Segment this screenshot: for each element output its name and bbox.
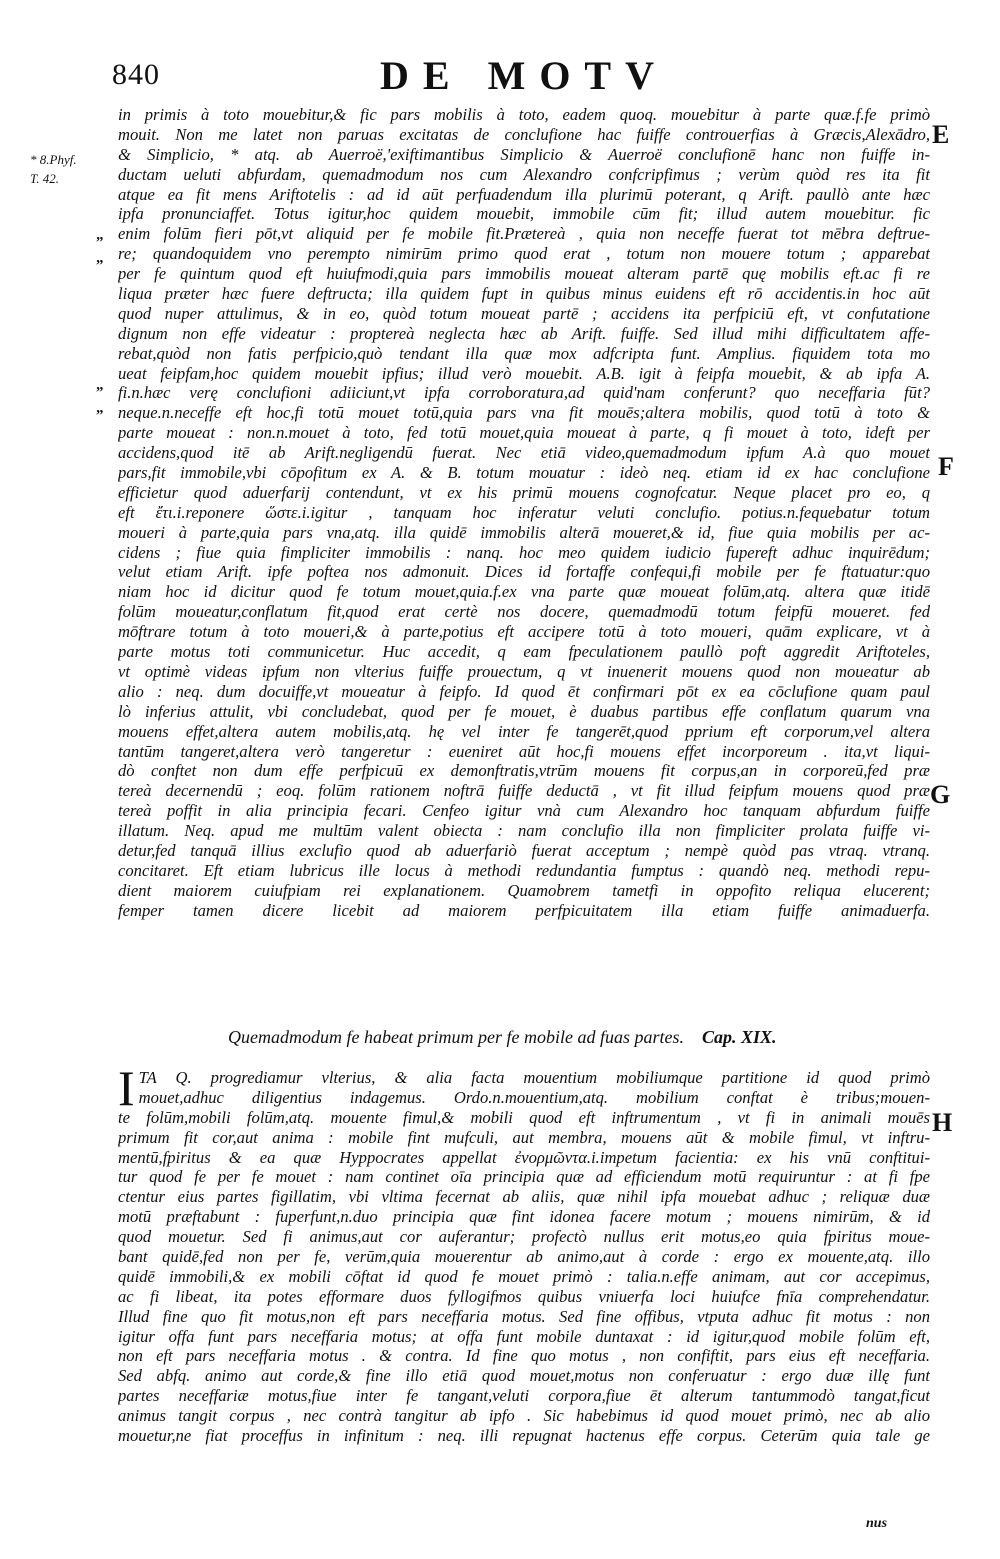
text-line: tereà decernendū ; eoq. folūm rationem noftrā fuiffe deductā , vt fit illud feipfum mouens quod præ: [118, 781, 930, 801]
page-number: 840: [112, 58, 160, 91]
text-line: te folūm,mobili folūm,atq. mouente fimul,& mobili quod eft inftrumentum , vt fi in animali mouēs: [118, 1107, 930, 1127]
text-line: ipfa pronunciaffet. Totus igitur,hoc quidem mouebit, immobile cūm fit; illud autem mouebitur. fic: [118, 204, 930, 224]
text-line: ueat feipfam,hoc quidem mouebit ipfius; illud verò mouebit. A.B. igit à feipfa mouebit, & ab ipfa A.: [118, 363, 930, 383]
quotation-mark: „: [96, 400, 104, 416]
text-line: bant quidē,fed non per fe, verūm,quia mouerentur ab animo,aut à corde : ergo ex mouente,atq. illo: [118, 1247, 930, 1267]
text-line: igitur offa funt pars neceffaria motus; at offa funt mobile duntaxat : id igitur,quod mobile folūm eft,: [118, 1326, 930, 1346]
section-letter-g: G: [930, 780, 951, 809]
quotation-mark: „: [96, 227, 104, 243]
text-line: rebat,quòd non fatis perfpicio,quò tendant illa quæ mox adfcripta funt. Amplius. fiquidem tota mo: [118, 343, 930, 363]
text-line: detur,fed tanquā illius exclufio quod ab aduerfariò fuerat acceptum ; nempè quòd pas vtraq. vtranq.: [118, 840, 930, 860]
text-line: parte moueat : non.n.mouet à toto, fed totū mouet,quia moueat à parte, q fi mouet à toto, ideft per: [118, 423, 930, 443]
quotation-mark: „: [96, 377, 104, 393]
text-line: & Simplicio, * atq. ab Auerroë,'exiftimantibus Simplicio & Auerroë conclufionē hanc non fuiffe in-: [118, 144, 930, 164]
text-line: pars,fit immobile,vbi cōpofitum ex A. & B. totum mouatur : ideò neq. etiam id ex hac conclufione: [118, 463, 930, 483]
text-line: tereà poffit in alia principia fecari. Cenfeo igitur vnà cum Alexandro hoc tanquam abfurdum fuiffe: [118, 801, 930, 821]
text-block-upper: [118, 105, 930, 940]
text-line: TA Q. progrediamur vlterius, & alia facta mouentium mobiliumque partitione id quod primò: [138, 1068, 930, 1087]
text-line: mouit. Non me latet non paruas excitatas de conclufione hac fuiffe controuerfias à Græcis,Alexādro,: [118, 124, 930, 144]
section-letter-h: H: [932, 1108, 953, 1137]
text-line: motū præftabunt : fuperfunt,n.duo principia quæ fint idonea facere motum ; mouens nimirūm, & id: [118, 1207, 930, 1227]
text-line: mōftrare totum à toto moueri,& à parte,potius eft accipere totū à toto moueri, quām explicare, vt à: [118, 622, 930, 642]
text-line: re; quandoquidem vno perempto nimirūm primo quod erat , totum non mouere totum ; apparebat: [118, 244, 930, 264]
text-line: cidens ; fiue quia fimpliciter immobilis : nanq. hoc meo quidem iudicio fupereft adhuc inquirēdum;: [118, 542, 930, 562]
text-line: quidē immobili,& ex mobili cōftat id quod fe mouet primò : talia.n.effe animam, aut cor accepimus,: [118, 1266, 930, 1286]
chapter-number: Cap. XIX.: [701, 1027, 777, 1047]
text-line: ac fi libeat, ita potes efformare duos fyllogifmos quibus vniuerfa loci huiufce fnīa comprehendatur.: [118, 1286, 930, 1306]
text-line: Sed abfq. animo aut corde,& fine illo etiā quod mouet,motus non conferuatur : ergo duæ illę funt: [118, 1366, 930, 1386]
text-line: neque.n.neceffe eft hoc,fi totū mouet totū,quia pars vna fit mouēs;altera mobilis, quod totū à toto &: [118, 403, 930, 423]
text-line: lò inferius attulit, vbi concludebat, quod per fe mouet, è duabus partibus effe conflatum quarum vna: [118, 701, 930, 721]
text-line: mouetur,ne fiat proceffus in infinitum : neq. illi repugnat hactenus effe corpus. Ceterūm quia tale ge: [118, 1426, 930, 1446]
text-line: ctentur eius partes figillatim, vbi vltima fecernat ab aliis, quæ nihil ipfa mouebat adhuc ; reliquæ duæ: [118, 1187, 930, 1207]
text-line: enim folūm fieri pōt,vt aliquid per fe mobile fit.Prætereà , quia non neceffe fuerat tot mēbra deftrue-: [118, 224, 930, 244]
quotation-mark: „: [96, 250, 104, 266]
text-line: alio : neq. dum docuiffe,vt moueatur à feipfo. Id quod ēt confirmari pōt ex ea cōclufione quam paul: [118, 681, 930, 701]
text-line: concitaret. Eft etiam lubricus ille locus à methodi redundantia fumptus : quandò neq. methodi repu-: [118, 860, 930, 880]
text-line: parte motus toti communicetur. Huc accedit, q eam fpeculationem paullò poft aggredit Ariftoteles,: [118, 642, 930, 662]
text-line: animus tangit corpus , nec contrà tangitur ab ipfo . Sic habebimus id quod mouet primò, nec ab alio: [118, 1406, 930, 1426]
text-line: per fe quintum quod eft huiufmodi,quia pars immobilis moueat alteram partē quę mobilis eft.ac fi re: [118, 264, 930, 284]
text-line: vt optimè videas ipfum non vlterius fuiffe prouectum, q vt inuenerit mouens quod non moueatur ab: [118, 661, 930, 681]
text-line: illatum. Neq. apud me multūm valent obiecta : nam conclufio illa non fimpliciter prolata fuiffe vi-: [118, 821, 930, 841]
text-line: primum fit cor,aut anima : mobile fint mufculi, aut membra, mouens aūt & mobile fimul, vt inftru-: [118, 1127, 930, 1147]
section-letter-e: E: [932, 120, 950, 149]
chapter-heading: [228, 1027, 868, 1048]
text-line: partes neceffariæ motus,fiue inter fe tangant,veluti corpora,fiue ēt alterum tantummodò tangat,ficut: [118, 1386, 930, 1406]
text-line: dient maiorem cuiufpiam rei explanationem. Quamobrem tametfi in oppofito reliqua elucerent;: [118, 880, 930, 900]
margin-citation: T. 42.: [30, 171, 60, 186]
text-line: fi.n.hæc verę conclufioni adiiciunt,vt ipfa corroboratura,ad quid'nam conferunt? quo neceffaria fūt?: [118, 383, 930, 403]
drop-cap: I: [118, 1060, 135, 1116]
text-line: tur quod fe per fe mouet : nam continet oīa principia quæ ad efficiendum motū requiruntur : at fi fpe: [118, 1167, 930, 1187]
text-line: niam hoc id dicitur quod fe totum mouet,quia.f.ex vna parte quæ moueat folūm,atq. altera quæ itidē: [118, 582, 930, 602]
text-line: dignum non effe videatur : proptereà neglecta hæc ab Arift. fuiffe. Sed illud mihi difficultatem affe-: [118, 323, 930, 343]
text-line: dò conftet non dum effe perfpicuū ex demonftratis,vtrūm mouens fit corpus,an in corporeū,fed præ: [118, 761, 930, 781]
text-line: folūm moueatur,conflatum fit,quod erat certè nos docere, quemadmodū totum feipfū moueret. fed: [118, 602, 930, 622]
running-head: DE MOTV: [380, 53, 668, 98]
text-line: quod mouetur. Sed fi animus,aut cor auferantur; profectò nullus erit motus,eo quia fpiritus moue-: [118, 1227, 930, 1247]
text-line: mouet,adhuc diligentius indagemus. Ordo.n.mouentium,atq. mobilium conftat è tribus;mouen-: [138, 1087, 930, 1107]
text-line: efficietur quod aduerfarij contendunt, vt ex his primū mouens cognofcatur. Neque placet pro eo, q: [118, 482, 930, 502]
text-line: in primis à toto mouebitur,& fic pars mobilis à toto, eadem quoq. mouebitur à parte quæ.f.fe primò: [118, 105, 930, 124]
section-letter-f: F: [938, 452, 954, 481]
text-line: quod nuper attulimus, & in eo, quòd totum moueat partē ; accidens ita perfpiciū eft, vt confutatione: [118, 303, 930, 323]
chapter-title: Quemadmodum fe habeat primum per fe mobile ad fuas partes.: [228, 1027, 684, 1047]
text-line: Illud fine quo fit motus,non eft pars neceffaria motus. Sed fine offibus, vtputa adhuc fit motus : non: [118, 1306, 930, 1326]
text-block-lower: [118, 1060, 930, 1446]
text-line: tantūm tangeret,altera verò tangeretur : eueniret aūt hoc,fi mouens effet incorporeum . ita,vt liqui-: [118, 741, 930, 761]
margin-citation: * 8.Phyf.: [30, 152, 77, 167]
text-line: mentū,fpiritus & ea quæ Hyppocrates appellat ἐνορμῶντα.i.impetum facientia: ex his vnū conftitui-: [118, 1147, 930, 1167]
text-line: [118, 921, 930, 941]
text-line: accidens,quod itē ab Arift.negligendū fuerat. Nec etiā video,quemadmodum ipfum A.à quo mouet: [118, 443, 930, 463]
text-line: femper tamen dicere licebit ad maiorem perfpicuitatem illa etiam fuiffe animaduerfa.: [118, 900, 930, 920]
text-line: liqua præter hæc fuere deftructa; illa quidem fupt in quibus minus euidens eft rō accidentis.in hoc aūt: [118, 284, 930, 304]
text-line: atque ea fit mens Ariftotelis : ad id aūt perfuadendum illa plurimū poterant, q Arift. paullò ante hæc: [118, 184, 930, 204]
text-line: non eft pars neceffaria motus . & contra. Id fine quo motus , non confiftit, pars eius eft neceffaria.: [118, 1346, 930, 1366]
text-line: mouens effet,altera autem mobilis,atq. hę vel inter fe tangerēt,quod pprium eft corporum,vel altera: [118, 721, 930, 741]
text-line: ductam ueluti abfurdam, quemadmodum nos cum Alexandro confcripfimus ; verùm quòd res ita fit: [118, 164, 930, 184]
text-line: moueri à parte,quia pars vna,atq. illa quidē immobilis alterā moueret,& id, fiue quia mobilis per ac-: [118, 522, 930, 542]
text-line: velut etiam Arift. ipfe poftea nos admonuit. Dices id fortaffe confequi,fi mobile per fe ftatuatur:quo: [118, 562, 930, 582]
catch-word: nus: [866, 1516, 888, 1531]
text-line: eft ἔτι.i.reponere ὥστε.i.igitur , tanquam hoc inferatur veluti conclufio. potius.n.fequebatur totum: [118, 502, 930, 522]
